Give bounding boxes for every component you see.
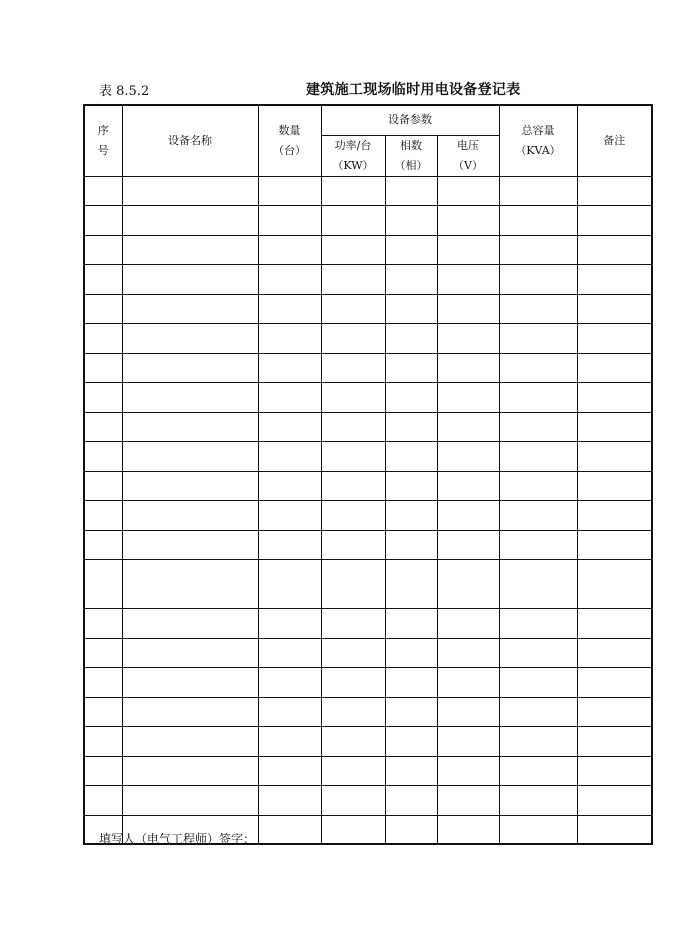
table-cell[interactable]: [499, 471, 577, 500]
table-row: [84, 471, 652, 500]
table-cell[interactable]: [437, 264, 499, 294]
table-cell[interactable]: [321, 638, 385, 667]
table-cell[interactable]: [437, 638, 499, 667]
table-cell[interactable]: [122, 471, 258, 500]
table-cell[interactable]: [499, 500, 577, 530]
table-cell[interactable]: [499, 559, 577, 608]
table-cell[interactable]: [84, 756, 122, 785]
table-cell[interactable]: [385, 559, 437, 608]
col-seq-label-2: 号: [97, 143, 109, 157]
table-cell[interactable]: [321, 353, 385, 382]
table-cell[interactable]: [258, 608, 321, 638]
table-cell[interactable]: [385, 500, 437, 530]
table-cell[interactable]: [385, 815, 437, 844]
table-cell[interactable]: [577, 726, 652, 756]
table-cell[interactable]: [437, 500, 499, 530]
col-power-header: [321, 135, 385, 176]
table-cell[interactable]: [258, 697, 321, 726]
table-cell[interactable]: [84, 697, 122, 726]
table-row: [84, 697, 652, 726]
table-row: [84, 559, 652, 608]
table-cell[interactable]: [577, 441, 652, 471]
table-row: [84, 530, 652, 559]
table-cell[interactable]: [258, 264, 321, 294]
table-row: [84, 264, 652, 294]
table-cell[interactable]: [499, 608, 577, 638]
col-name-header: 设备名称: [122, 105, 258, 176]
table-cell[interactable]: [437, 608, 499, 638]
table-cell[interactable]: [84, 235, 122, 264]
col-phase-unit: （相）: [394, 158, 428, 172]
table-cell[interactable]: [84, 176, 122, 205]
table-cell[interactable]: [122, 412, 258, 441]
table-row: [84, 726, 652, 756]
table-cell[interactable]: [122, 638, 258, 667]
col-capacity-header: [499, 105, 577, 176]
table-cell[interactable]: [84, 667, 122, 697]
table-cell[interactable]: [577, 815, 652, 844]
table-cell[interactable]: [577, 500, 652, 530]
table-cell[interactable]: [122, 756, 258, 785]
table-cell[interactable]: [499, 235, 577, 264]
table-row: [84, 382, 652, 412]
table-cell[interactable]: [258, 667, 321, 697]
table-cell[interactable]: [122, 785, 258, 815]
table-cell[interactable]: [577, 471, 652, 500]
table-row: [84, 667, 652, 697]
col-voltage-label: 电压: [457, 138, 479, 152]
table-cell[interactable]: [321, 559, 385, 608]
table-cell[interactable]: [499, 726, 577, 756]
table-row: [84, 176, 652, 205]
table-cell[interactable]: [577, 697, 652, 726]
table-cell[interactable]: [385, 176, 437, 205]
table-cell[interactable]: [437, 667, 499, 697]
col-phase-label: 相数: [400, 138, 422, 152]
table-cell[interactable]: [385, 638, 437, 667]
table-cell[interactable]: [385, 323, 437, 353]
table-cell[interactable]: [321, 815, 385, 844]
table-cell[interactable]: [577, 412, 652, 441]
table-cell[interactable]: [577, 638, 652, 667]
table-cell[interactable]: [577, 176, 652, 205]
table-cell[interactable]: [499, 441, 577, 471]
table-number: 表 8.5.2: [99, 84, 150, 99]
table-cell[interactable]: [385, 667, 437, 697]
table-cell[interactable]: [321, 530, 385, 559]
table-cell[interactable]: [258, 530, 321, 559]
table-cell[interactable]: [321, 441, 385, 471]
table-cell[interactable]: [321, 667, 385, 697]
table-cell[interactable]: [499, 294, 577, 323]
table-cell[interactable]: [122, 205, 258, 235]
table-row: [84, 323, 652, 353]
table-cell[interactable]: [321, 785, 385, 815]
table-cell[interactable]: [385, 264, 437, 294]
table-cell[interactable]: [258, 176, 321, 205]
col-seq-label-1: 序: [97, 123, 109, 137]
table-cell[interactable]: [437, 382, 499, 412]
col-voltage-header: [437, 135, 499, 176]
table-cell[interactable]: [577, 323, 652, 353]
table-row: [84, 756, 652, 785]
table-cell[interactable]: [437, 441, 499, 471]
table-cell[interactable]: [385, 471, 437, 500]
table-cell[interactable]: [258, 471, 321, 500]
equipment-register-table: [83, 104, 653, 845]
table-cell[interactable]: [122, 382, 258, 412]
table-row: [84, 353, 652, 382]
table-cell[interactable]: [122, 667, 258, 697]
table-cell[interactable]: [84, 382, 122, 412]
table-cell[interactable]: [258, 815, 321, 844]
table-cell[interactable]: [577, 382, 652, 412]
table-cell[interactable]: [84, 441, 122, 471]
table-cell[interactable]: [84, 726, 122, 756]
table-cell[interactable]: [122, 500, 258, 530]
table-cell[interactable]: [321, 176, 385, 205]
col-power-label: 功率/台: [334, 138, 372, 152]
table-cell[interactable]: [122, 353, 258, 382]
table-cell[interactable]: [84, 500, 122, 530]
table-cell[interactable]: [385, 235, 437, 264]
table-cell[interactable]: [258, 235, 321, 264]
table-row: [84, 205, 652, 235]
table-cell[interactable]: [577, 205, 652, 235]
table-row: [84, 441, 652, 471]
table-cell[interactable]: [84, 638, 122, 667]
table-row: [84, 412, 652, 441]
table-cell[interactable]: [321, 726, 385, 756]
table-cell[interactable]: [385, 697, 437, 726]
table-cell[interactable]: [84, 205, 122, 235]
table-cell[interactable]: [437, 756, 499, 785]
table-cell[interactable]: [122, 294, 258, 323]
table-cell[interactable]: [84, 353, 122, 382]
table-cell[interactable]: [577, 235, 652, 264]
table-cell[interactable]: [385, 441, 437, 471]
table-cell[interactable]: [321, 323, 385, 353]
table-cell[interactable]: [258, 500, 321, 530]
table-cell[interactable]: [499, 530, 577, 559]
table-cell[interactable]: [385, 756, 437, 785]
table-cell[interactable]: [122, 323, 258, 353]
table-cell[interactable]: [122, 697, 258, 726]
table-cell[interactable]: [258, 441, 321, 471]
table-cell[interactable]: [385, 785, 437, 815]
table-cell[interactable]: [122, 530, 258, 559]
table-cell[interactable]: [385, 608, 437, 638]
table-cell[interactable]: [577, 785, 652, 815]
table-cell[interactable]: [499, 264, 577, 294]
table-cell[interactable]: [437, 235, 499, 264]
table-cell[interactable]: [84, 530, 122, 559]
table-cell[interactable]: [258, 323, 321, 353]
table-cell[interactable]: [499, 785, 577, 815]
col-voltage-unit: （V）: [453, 158, 483, 172]
table-cell[interactable]: [577, 608, 652, 638]
table-cell[interactable]: [499, 756, 577, 785]
table-cell[interactable]: [321, 264, 385, 294]
table-cell[interactable]: [258, 756, 321, 785]
table-row: [84, 235, 652, 264]
table-cell[interactable]: [385, 412, 437, 441]
col-power-unit: （KW）: [332, 158, 374, 172]
table-cell[interactable]: [437, 353, 499, 382]
table-row: [84, 608, 652, 638]
col-remarks-header: 备注: [577, 105, 652, 176]
table-row: [84, 294, 652, 323]
table-cell[interactable]: [321, 608, 385, 638]
table-cell[interactable]: [499, 697, 577, 726]
table-cell[interactable]: [321, 471, 385, 500]
table-cell[interactable]: [385, 530, 437, 559]
header-row-1: [84, 105, 652, 135]
signature-label: 填写人（电气工程师）签字：: [99, 832, 256, 846]
col-qty-header: [258, 105, 321, 176]
table-cell[interactable]: [385, 726, 437, 756]
table-cell[interactable]: [577, 667, 652, 697]
table-cell[interactable]: [84, 323, 122, 353]
table-cell[interactable]: [258, 638, 321, 667]
table-cell[interactable]: [577, 756, 652, 785]
table-cell[interactable]: [499, 323, 577, 353]
table-cell[interactable]: [437, 205, 499, 235]
table-cell[interactable]: [258, 353, 321, 382]
col-qty-label: 数量: [278, 123, 301, 137]
table-cell[interactable]: [577, 294, 652, 323]
table-cell[interactable]: [499, 205, 577, 235]
table-cell[interactable]: [258, 412, 321, 441]
table-cell[interactable]: [437, 559, 499, 608]
table-cell[interactable]: [321, 697, 385, 726]
table-cell[interactable]: [499, 353, 577, 382]
col-seq-header: [84, 105, 122, 176]
table-cell[interactable]: [122, 726, 258, 756]
table-cell[interactable]: [577, 530, 652, 559]
table-row: [84, 638, 652, 667]
table-cell[interactable]: [499, 412, 577, 441]
table-cell[interactable]: [385, 294, 437, 323]
table-cell[interactable]: [437, 176, 499, 205]
table-cell[interactable]: [258, 559, 321, 608]
table-cell[interactable]: [385, 382, 437, 412]
table-cell[interactable]: [385, 205, 437, 235]
table-cell[interactable]: [122, 235, 258, 264]
table-cell[interactable]: [84, 608, 122, 638]
table-cell[interactable]: [84, 412, 122, 441]
table-cell[interactable]: [437, 697, 499, 726]
table-cell[interactable]: [437, 530, 499, 559]
table-cell[interactable]: [577, 353, 652, 382]
table-cell[interactable]: [321, 382, 385, 412]
table-cell[interactable]: [122, 608, 258, 638]
table-cell[interactable]: [321, 500, 385, 530]
table-cell[interactable]: [258, 294, 321, 323]
table-cell[interactable]: [499, 638, 577, 667]
table-cell[interactable]: [84, 294, 122, 323]
table-cell[interactable]: [84, 785, 122, 815]
table-cell[interactable]: [437, 323, 499, 353]
table-cell[interactable]: [437, 815, 499, 844]
table-cell[interactable]: [84, 471, 122, 500]
table-cell[interactable]: [499, 815, 577, 844]
table-cell[interactable]: [122, 264, 258, 294]
table-cell[interactable]: [258, 205, 321, 235]
table-cell[interactable]: [258, 785, 321, 815]
table-cell[interactable]: [577, 559, 652, 608]
col-capacity-unit: （KVA）: [515, 143, 561, 157]
table-cell[interactable]: [321, 756, 385, 785]
table-cell[interactable]: [437, 726, 499, 756]
table-cell[interactable]: [258, 382, 321, 412]
table-cell[interactable]: [321, 235, 385, 264]
table-cell[interactable]: [321, 205, 385, 235]
table-cell[interactable]: [437, 785, 499, 815]
table-cell[interactable]: [437, 294, 499, 323]
table-cell[interactable]: [437, 412, 499, 441]
table-cell[interactable]: [321, 412, 385, 441]
col-qty-unit: （台）: [273, 143, 306, 157]
table-cell[interactable]: [84, 559, 122, 608]
table-cell[interactable]: [122, 176, 258, 205]
table-row: [84, 785, 652, 815]
table-cell[interactable]: [122, 441, 258, 471]
table-row: [84, 500, 652, 530]
col-phase-header: [385, 135, 437, 176]
table-cell[interactable]: [499, 176, 577, 205]
table-cell[interactable]: [437, 471, 499, 500]
page-title: 建筑施工现场临时用电设备登记表: [306, 82, 521, 98]
table-cell[interactable]: [321, 294, 385, 323]
table-cell[interactable]: [499, 382, 577, 412]
table-cell[interactable]: [385, 353, 437, 382]
params-group-header: 设备参数: [321, 105, 499, 135]
table-cell[interactable]: [84, 264, 122, 294]
col-capacity-label: 总容量: [521, 123, 555, 137]
table-cell[interactable]: [499, 667, 577, 697]
table-cell[interactable]: [577, 264, 652, 294]
table-cell[interactable]: [258, 726, 321, 756]
table-cell[interactable]: [122, 559, 258, 608]
